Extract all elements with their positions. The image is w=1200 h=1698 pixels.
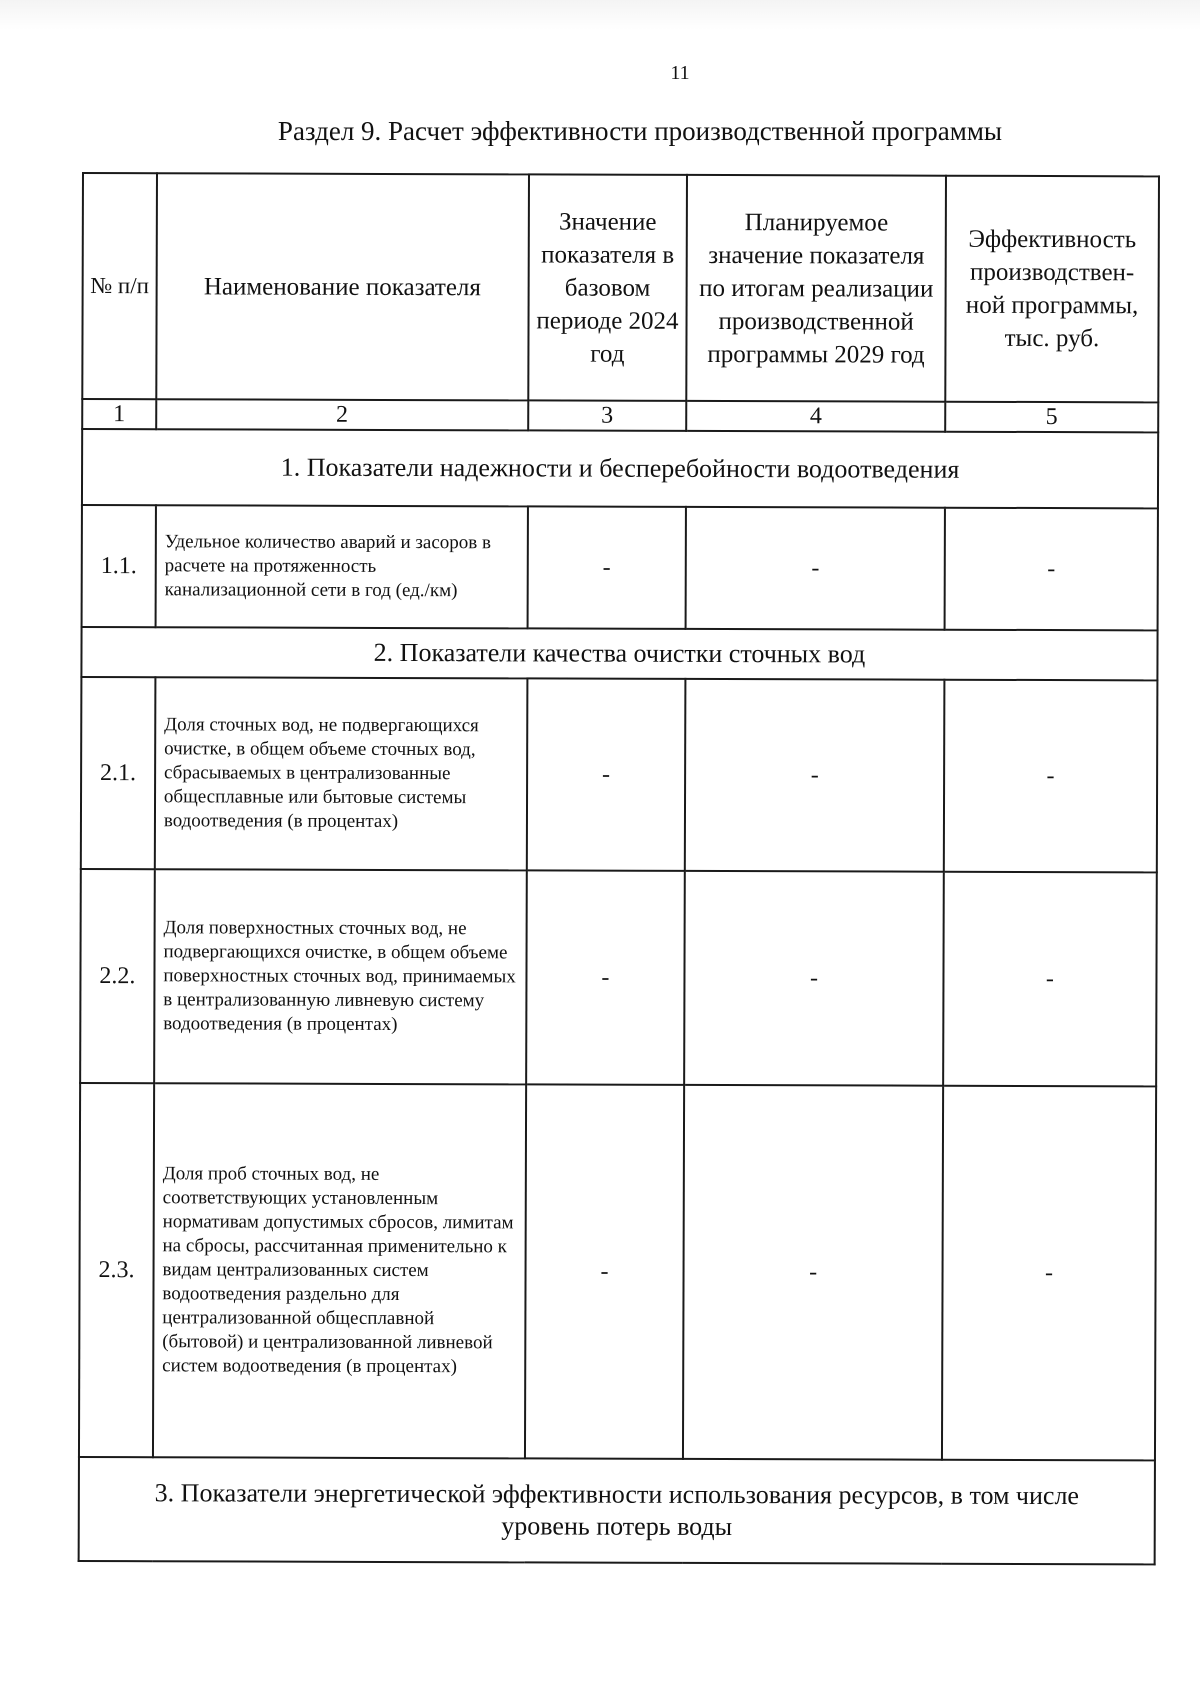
column-number: 2 bbox=[156, 399, 528, 430]
row-base-value: - bbox=[526, 870, 685, 1084]
row-indicator-name: Удельное количество аварий и засоров в расчете на протяженность канализационной сети в год (ед./км) bbox=[155, 505, 527, 628]
column-number-row bbox=[82, 399, 1158, 432]
column-number: 1 bbox=[82, 399, 156, 429]
row-planned-value: - bbox=[686, 507, 945, 630]
table-row bbox=[80, 869, 1157, 1086]
row-efficiency-value: - bbox=[943, 872, 1157, 1087]
header-num: № п/п bbox=[82, 173, 157, 399]
row-indicator-name: Доля сточных вод, не подвергающихся очистке, в общем объеме сточных вод, сбрасываемых в централизованные общесплавные или бытовые системы водоотведения (в процентах) bbox=[155, 677, 527, 870]
row-base-value: - bbox=[527, 506, 686, 628]
header-name: Наименование показателя bbox=[156, 173, 528, 400]
row-base-value: - bbox=[525, 1084, 685, 1458]
header-planned: Планируемое значение показателя по итогам реализации производственной программы 2029 год bbox=[687, 175, 946, 402]
table-header-row bbox=[82, 173, 1159, 402]
scan-top-edge bbox=[0, 0, 1200, 30]
row-planned-value: - bbox=[684, 871, 943, 1086]
header-efficiency: Эффективность производствен-ной программы, тыс. руб. bbox=[945, 176, 1159, 403]
table-row bbox=[79, 1083, 1156, 1460]
page-number: 11 bbox=[670, 62, 690, 84]
section-title: Раздел 9. Расчет эффективности производственной программы bbox=[277, 116, 1003, 146]
row-efficiency-value: - bbox=[944, 680, 1158, 873]
row-base-value: - bbox=[526, 678, 685, 870]
table-row bbox=[82, 505, 1158, 630]
group-title: 2. Показатели качества очистки сточных вод bbox=[81, 627, 1157, 680]
row-indicator-name: Доля проб сточных вод, не соответствующих установленным нормативам допустимых сбросов, лимитам на сбросы, рассчитанная применительно к видам централизованных систем водоотведения раздельно для централизованной общесплавной (бытовой) и централизованной ливневой систем водоотведения (в процентах) bbox=[153, 1083, 526, 1458]
row-indicator-name: Доля поверхностных сточных вод, не подвергающихся очистке, в общем объеме поверхностных сточных вод, принимаемых в централизованную ливневую систему водоотведения (в процентах) bbox=[154, 869, 526, 1084]
row-number: 2.2. bbox=[80, 869, 155, 1083]
group-row bbox=[81, 627, 1157, 680]
group-row bbox=[82, 429, 1158, 508]
row-planned-value: - bbox=[685, 679, 944, 872]
row-efficiency-value: - bbox=[942, 1086, 1156, 1461]
table-row bbox=[81, 677, 1158, 872]
column-number: 4 bbox=[686, 401, 945, 432]
row-planned-value: - bbox=[683, 1085, 943, 1460]
group-title: 1. Показатели надежности и бесперебойности водоотведения bbox=[82, 429, 1158, 508]
group-row bbox=[79, 1457, 1155, 1564]
column-number: 3 bbox=[528, 400, 687, 430]
header-base: Значение показателя в базовом периоде 2024 год bbox=[528, 174, 687, 400]
row-number: 2.3. bbox=[79, 1083, 154, 1457]
group-title: 3. Показатели энергетической эффективности использования ресурсов, в том числе уровень потерь воды bbox=[79, 1457, 1155, 1564]
efficiency-table bbox=[78, 172, 1160, 1565]
column-number: 5 bbox=[945, 402, 1158, 433]
row-number: 2.1. bbox=[81, 677, 156, 869]
row-efficiency-value: - bbox=[945, 508, 1158, 631]
row-number: 1.1. bbox=[82, 505, 156, 627]
